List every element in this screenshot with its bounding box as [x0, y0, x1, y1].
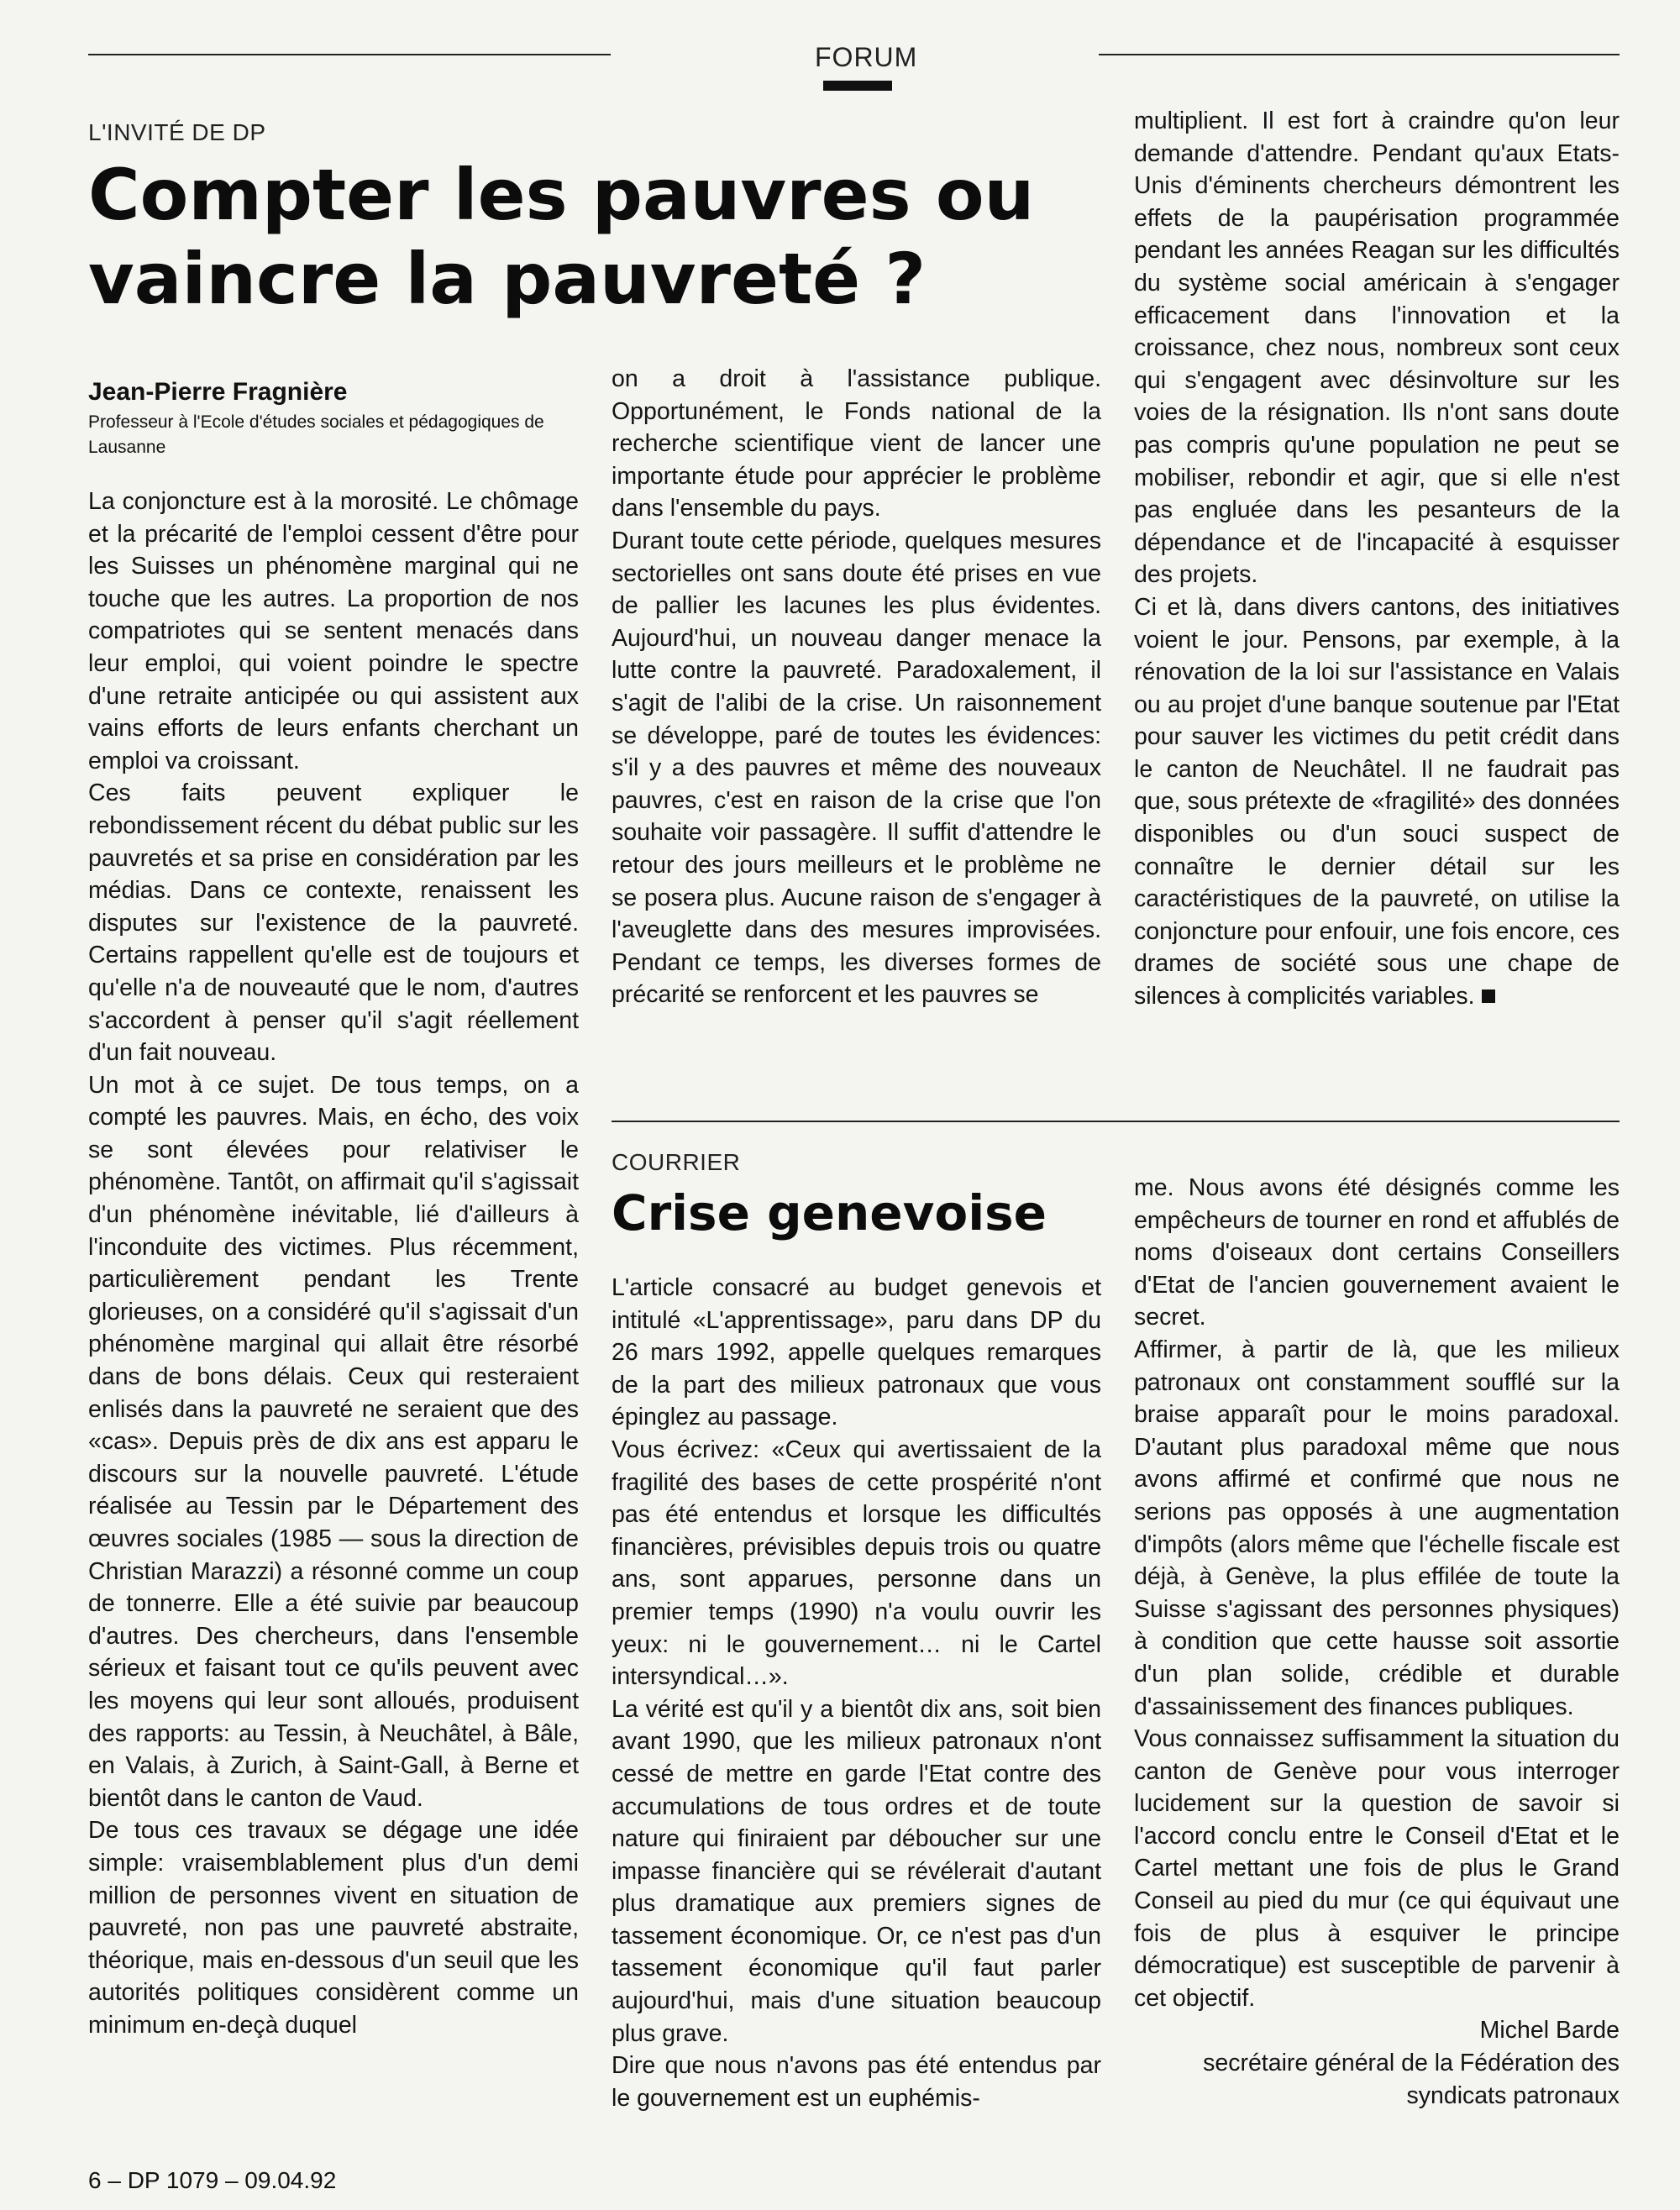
- paragraph: La conjoncture est à la morosité. Le chômage et la précarité de l'emploi cessent d'être pour les Suisses un phénomène marginal qui ne touche que les autres. La proportion de nos compatriotes qui se sentent menacés dans leur emploi, qui voient poindre le spectre d'une retraite anticipée ou qui assistent aux vains efforts de leurs enfants cherchant un emploi va croissant.: [88, 488, 579, 774]
- section-label: FORUM: [815, 42, 918, 72]
- section-divider: [612, 1121, 1620, 1122]
- paragraph: Durant toute cette période, quelques mesures sectorielles ont sans doute été prises en vue de pallier les lacunes les plus évidentes. Aujourd'hui, un nouveau danger menace la lutte contre la pauvreté. Paradoxalement, il s'agit de l'alibi de la crise. Un raisonnement se développe, paré de toutes les évidences: s'il y a des pauvres et même des nouveaux pauvres, c'est en raison de la crise que l'on souhaite voir passagère. Il suffit d'attendre le retour des jours meilleurs et le problème ne se posera plus. Aucune raison de s'engager à l'aveuglette dans des mesures improvisées. Pendant ce temps, les diverses formes de précarité se renforcent et les pauvres se: [612, 527, 1101, 1009]
- paragraph: me. Nous avons été désignés comme les empêcheurs de tourner en rond et affublés de noms d'oiseaux dont certains Conseillers d'Etat de l'ancien gouvernement avaient le secret.: [1134, 1174, 1620, 1331]
- letter-column-2: [1134, 1172, 1620, 2112]
- paragraph: Vous écrivez: «Ceux qui avertissaient de la fragilité des bases de cette prospérité n'ont pas été entendus et lorsque les difficultés financières, prévisibles depuis trois ou quatre ans, sont apparues, personne dans un premier temps (1990) n'a voulu ouvrir les yeux: ni le gouvernement… ni le Cartel intersyndical…».: [612, 1436, 1101, 1691]
- paragraph-text: Ci et là, dans divers cantons, des initiatives voient le jour. Pensons, par exemple, à la rénovation de la loi sur l'assistance en Valais ou au projet d'une banque soutenue par l'Etat pour sauver les victimes du petit crédit dans le canton de Neuchâtel. Il ne faudrait pas que, sous prétexte de «fragilité» des données disponibles ou d'un souci suspect de connaître le dernier détail sur les caractéristiques de la pauvreté, on utilise la conjoncture pour enfouir, une fois encore, ces drames de société sous une chape de silences à complicités variables.: [1134, 593, 1620, 1011]
- paragraph: Un mot à ce sujet. De tous temps, on a compté les pauvres. Mais, en écho, des voix se sont élevées pour relativiser le phénomène. Tantôt, on affirmait qu'il s'agissait d'un phénomène inévitable, lié d'ailleurs à l'inconduite des victimes. Plus récemment, particulièrement pendant les Trente glorieuses, on a considéré qu'il s'agissait d'un phénomène marginal qui allait être résorbé dans de bons délais. Ceux qui resteraient enlisés dans la pauvreté ne seraient que des «cas». Depuis près de dix ans est apparu le discours sur la nouvelle pauvreté. L'étude réalisée au Tessin par le Département des œuvres sociales (1985 — sous la direction de Christian Marazzi) a résonné comme un coup de tonnerre. Elle a été suivie par beaucoup d'autres. Des chercheurs, dans l'ensemble sérieux et faisant tout ce qu'ils peuvent avec les moyens qui leur sont alloués, produisent des rapports: au Tessin, à Neuchâtel, à Bâle, en Valais, à Zurich, à Saint-Gall, à Berne et bientôt dans le canton de Vaud.: [88, 1071, 579, 1812]
- author-name: Jean-Pierre Fragnière: [88, 378, 348, 406]
- paragraph: multiplient. Il est fort à craindre qu'on leur demande d'attendre. Pendant qu'aux Etats-Unis d'éminents chercheurs démontrent les effets de la paupérisation programmée pendant les années Reagan sur les difficultés du système social américain à s'engager efficacement dans l'innovation et la croissance, chez nous, nombreux sont ceux qui s'engagent avec désinvolture sur les voies de la résignation. Ils n'ont sans doute pas compris qu'une population ne peut se mobiliser, rebondir et agir, que si elle n'est pas engluée dans les pesanteurs de la dépendance et de l'incapacité à esquisser des projets.: [1134, 108, 1620, 589]
- paragraph: on a droit à l'assistance publique. Opportunément, le Fonds national de la recherche scientifique vient de lancer une importante étude pour apprécier le problème dans l'ensemble du pays.: [612, 365, 1101, 522]
- header-rule-left: [88, 54, 611, 55]
- section-marker: [823, 81, 892, 91]
- letter-column-1: [612, 1272, 1101, 2114]
- article-column-1: [88, 486, 579, 2042]
- paragraph: Affirmer, à partir de là, que les milieux patronaux ont constamment soufflé sur la braise apparaît pour le moins paradoxal. D'autant plus paradoxal même que nous avons affirmé et confirmé que nous ne serions pas opposés à une augmentation d'impôts (alors même que l'échelle fiscale est déjà, à Genève, la plus effilée de toute la Suisse s'agissant des personnes physiques) à condition que cette hausse soit assortie d'un plan solide, crédible et durable d'assainissement des finances publiques.: [1134, 1336, 1620, 1720]
- paragraph: Vous connaissez suffisamment la situation du canton de Genève pour vous interroger lucidement sur la question de savoir si l'accord conclu entre le Conseil d'Etat et le Cartel mettant une fois de plus le Grand Conseil au pied du mur (ce qui équivaut une fois de plus à esquiver le principe démocratique) est susceptible de parvenir à cet objectif.: [1134, 1725, 1620, 2012]
- page-folio: 6 – DP 1079 – 09.04.92: [88, 2167, 337, 2193]
- paragraph: Dire que nous n'avons pas été entendus par le gouvernement est un euphémis-: [612, 2052, 1101, 2112]
- paragraph: L'article consacré au budget genevois et intitulé «L'apprentissage», paru dans DP du 26 mars 1992, appelle quelques remarques de la part des milieux patronaux que vous épinglez au passage.: [612, 1274, 1101, 1431]
- end-of-article-icon: [1482, 990, 1495, 1003]
- signature-role: secrétaire général de la Fédération des: [1203, 2050, 1620, 2077]
- header-rule-right: [1099, 54, 1620, 55]
- author-role: Professeur à l'Ecole d'études sociales et pédagogiques de Lausanne: [88, 412, 544, 457]
- letter-kicker: COURRIER: [612, 1149, 741, 1175]
- signature-name: Michel Barde: [1479, 2017, 1620, 2045]
- paragraph: Ces faits peuvent expliquer le rebondissement récent du débat public sur les pauvretés et sa prise en considération par les médias. Dans ce contexte, renaissent les disputes sur l'existence de la pauvreté. Certains rappellent qu'elle est de toujours et qu'elle n'a de nouveauté que le nom, d'autres s'accordent à penser qu'il s'agit réellement d'un fait nouveau.: [88, 780, 579, 1067]
- article-column-3: [1134, 105, 1620, 1013]
- paragraph: La vérité est qu'il y a bientôt dix ans, soit bien avant 1990, que les milieux patronaux n'ont cessé de mettre en garde l'Etat contre des accumulations de tous ordres et de toute nature qui finiraient par déboucher sur une impasse financière qui se révélerait d'autant plus dramatique aux premiers signes de tassement économique. Or, ce n'est pas d'un tassement économique qu'il faut parler aujourd'hui, mais d'une situation beaucoup plus grave.: [612, 1695, 1101, 2047]
- article-kicker: L'INVITÉ DE DP: [88, 119, 266, 145]
- paragraph: [1134, 591, 1620, 1013]
- paragraph: De tous ces travaux se dégage une idée simple: vraisemblablement plus d'un demi million de personnes vivent en situation de pauvreté, non pas une pauvreté abstraite, théorique, mais en-dessous d'un seuil que les autorités politiques considèrent comme un minimum en-deçà duquel: [88, 1817, 579, 2039]
- article-column-2: [612, 363, 1101, 1011]
- letter-headline: Crise genevoise: [612, 1184, 1047, 1241]
- article-headline: Compter les pauvres ou vaincre la pauvreté ?: [88, 154, 1035, 320]
- signature-role: syndicats patronaux: [1406, 2081, 1620, 2109]
